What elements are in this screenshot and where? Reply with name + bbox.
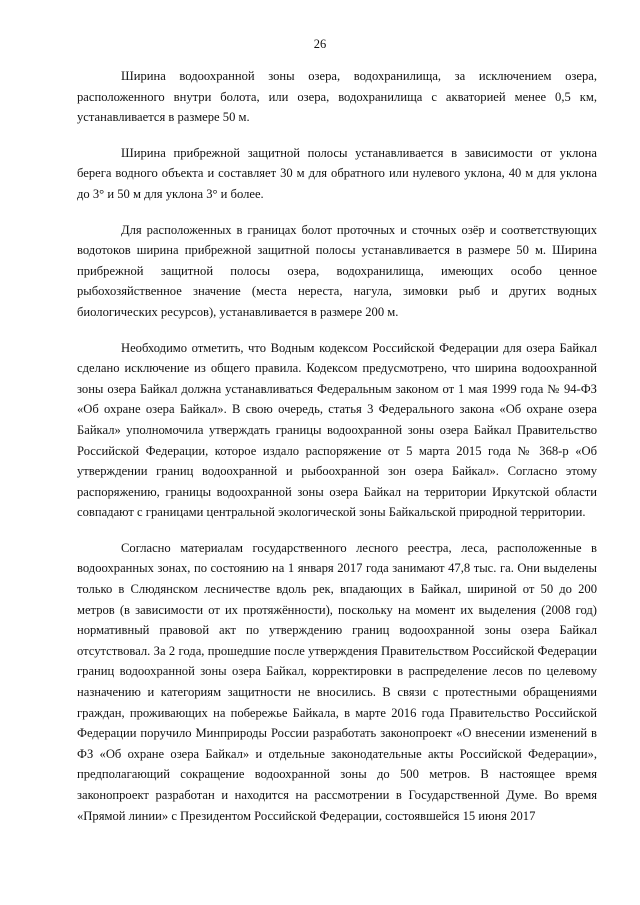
paragraph-water-protection-zone-width: Ширина водоохранной зоны озера, водохранилища, за исключением озера, расположенного внутри болота, или озера, водохранилища с акваторией менее 0,5 км, устанавливается в размере 50 м. (77, 69, 597, 125)
paragraph-forest-registry: Согласно материалам государственного лесного реестра, леса, расположенные в водоохранных зонах, по состоянию на 1 января 2017 года занимают 47,8 тыс. га. Они выделены только в Слюдянском лесничестве вдоль рек, впадающих в Байкал, шириной от 50 до 200 метров (в зависимости от их протяжённости), поскольку на момент их выделения (2008 год) нормативный правовой акт по утверждению границ водоохранной зоны озера Байкал отсутствовал. За 2 года, прошедшие после утверждения Правительством Российской Федерации границ водоохранной зоны озера Байкал, корректировки в распределение лесов по целевому назначению и категориям защитности не вносились. В связи с протестными обращениями граждан, проживающих на побережье Байкала, в марте 2016 года Правительство Российской Федерации поручило Минприроды России разработать законопроект «О внесении изменений в ФЗ «Об охране озера Байкал» и отдельные законодательные акты Российской Федерации», предполагающий сокращение водоохранной зоны до 500 метров. В настоящее время законопроект разработан и находится на рассмотрении в Государственной Думе. Во время «Прямой линии» с Президентом Российской Федерации, состоявшейся 15 июня 2017 (77, 540, 597, 823)
document-body (77, 66, 597, 826)
paragraph-baikal-exception: Необходимо отметить, что Водным кодексом Российской Федерации для озера Байкал сделано исключение из общего правила. Кодексом предусмотрено, что ширина водоохранной зоны озера Байкал должна устанавливаться Федеральным законом от 1 мая 1999 года № 94-ФЗ «Об охране озера Байкал». В свою очередь, статья 3 Федерального закона «Об охране озера Байкал» уполномочила утверждать границы водоохранной зоны озера Байкал Правительство Российской Федерации, которое издало распоряжение от 5 марта 2015 года № 368-р «Об утверждении границ водоохранной и рыбоохранной зон озера Байкал». Согласно этому распоряжению, границы водоохранной зоны озера Байкал на территории Иркутской области совпадают с границами центральной экологической зоны Байкальской природной территории. (77, 340, 597, 520)
paragraph-swamp-lakes: Для расположенных в границах болот проточных и сточных озёр и соответствующих водотоков ширина прибрежной защитной полосы устанавливается в размере 50 м. Ширина прибрежной защитной полосы озера, водохранилища, имеющих особо ценное рыбохозяйственное значение (места нереста, нагула, зимовки рыб и других водных биологических ресурсов), устанавливается в размере 200 м. (77, 222, 597, 319)
page-number: 26 (313, 37, 327, 51)
paragraph-coastal-strip-width: Ширина прибрежной защитной полосы устанавливается в зависимости от уклона берега водного объекта и составляет 30 м для обратного или нулевого уклона, 40 м для уклона до 3° и 50 м для уклона 3° и более. (77, 145, 597, 201)
